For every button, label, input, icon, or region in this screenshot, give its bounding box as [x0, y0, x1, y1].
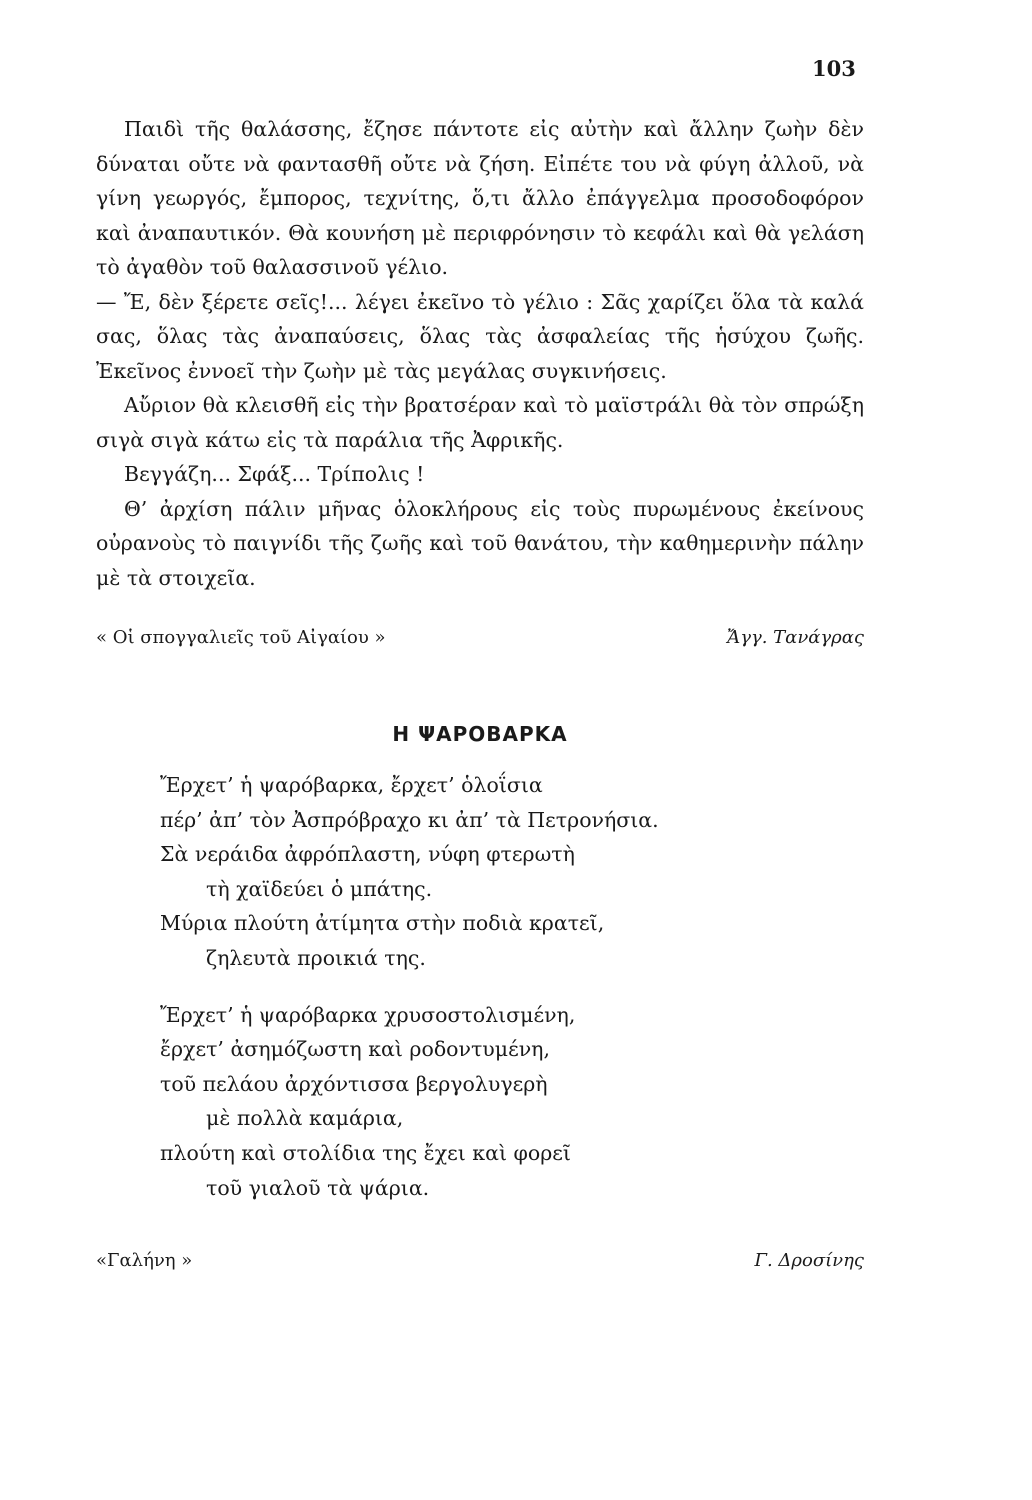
poem-line: Ἔρχετ’ ἡ ψαρόβαρκα χρυσοστολισμένη, — [160, 1002, 576, 1027]
page-number: 103 — [812, 56, 856, 81]
source-title: «Γαλήνη » — [96, 1250, 193, 1271]
attribution-2 — [96, 1250, 864, 1271]
poem-body — [160, 768, 659, 1205]
author-name: Γ. Δροσίνης — [754, 1250, 864, 1271]
poem-line: πέρ’ ἀπ’ τὸν Ἀσπρόβραχο κι ἀπ’ τὰ Πετρονήσια. — [160, 807, 659, 832]
paragraph-4: Βεγγάζη... Σφάξ... Τρίπολις ! — [124, 462, 425, 486]
paragraph-1: Παιδὶ τῆς θαλάσσης, ἔζησε πάντοτε εἰς αὐτὴν καὶ ἄλλην ζωὴν δὲν δύναται οὔτε νὰ φαντασθῆ οὔτε νὰ ζήση. Εἰπέτε του νὰ φύγη ἀλλοῦ, νὰ γίνη γεωργός, ἔμπορος, τεχνίτης, ὅ,τι ἄλλο ἐπάγγελμα προσοδοφόρον καὶ ἀναπαυτικόν. Θὰ κουνήση μὲ περιφρόνησιν τὸ κεφάλι καὶ θὰ γελάση τὸ ἀγαθὸν τοῦ θαλασσινοῦ γέλιο. — [96, 117, 864, 279]
poem-line: τοῦ γιαλοῦ τὰ ψάρια. — [206, 1175, 430, 1200]
poem-line: πλούτη καὶ στολίδια της ἔχει καὶ φορεῖ — [160, 1140, 571, 1165]
poem-line: τοῦ πελάου ἀρχόντισσα βεργολυγερὴ — [160, 1071, 548, 1096]
poem-line: τὴ χαϊδεύει ὁ μπάτης. — [206, 876, 433, 901]
prose-block — [96, 112, 864, 595]
source-title: « Οἱ σπογγαλιεῖς τοῦ Αἰγαίου » — [96, 627, 386, 648]
poem-line: Σὰ νεράιδα ἀφρόπλαστη, νύφη φτερωτὴ — [160, 842, 575, 867]
poem-line: Ἔρχετ’ ἡ ψαρόβαρκα, ἔρχετ’ ὁλοΐσια — [160, 773, 543, 797]
author-name: Ἄγγ. Τανάγρας — [726, 627, 864, 648]
paragraph-5: Θ’ ἀρχίση πάλιν μῆνας ὁλοκλήρους εἰς τοὺς πυρωμένους ἐκείνους οὐρανοὺς τὸ παιγνίδι τῆς ζωῆς καὶ τοῦ θανάτου, τὴν καθημερινὴν πάλην μὲ τὰ στοιχεῖα. — [96, 496, 864, 590]
poem-line: Μύρια πλούτη ἀτίμητα στὴν ποδιὰ κρατεῖ, — [160, 911, 605, 936]
poem-line: ἔρχετ’ ἀσημόζωστη καὶ ροδοντυμένη, — [160, 1037, 550, 1062]
stanza-gap — [160, 976, 659, 998]
poem-title: Η ΨΑΡΟΒΑΡΚΑ — [392, 722, 568, 746]
paragraph-2: — Ἔ, δὲν ξέρετε σεῖς!... λέγει ἐκεῖνο τὸ γέλιο : Σᾶς χαρίζει ὅλα τὰ καλά σας, ὅλας τὰς ἀναπαύσεις, ὅλας τὰς ἀσφαλείας τῆς ἡσύχου ζωῆς. Ἐκεῖνος ἐννοεῖ τὴν ζωὴν μὲ τὰς μεγάλας συγκινήσεις. — [96, 289, 864, 383]
poem-line: ζηλευτὰ προικιά της. — [206, 945, 426, 970]
paragraph-3: Αὔριον θὰ κλεισθῆ εἰς τὴν βρατσέραν καὶ τὸ μαϊστράλι θὰ τὸν σπρώξη σιγὰ σιγὰ κάτω εἰς τὰ παράλια τῆς Ἀφρικῆς. — [96, 393, 864, 452]
poem-line: μὲ πολλὰ καμάρια, — [206, 1106, 404, 1131]
attribution-1 — [96, 627, 864, 648]
